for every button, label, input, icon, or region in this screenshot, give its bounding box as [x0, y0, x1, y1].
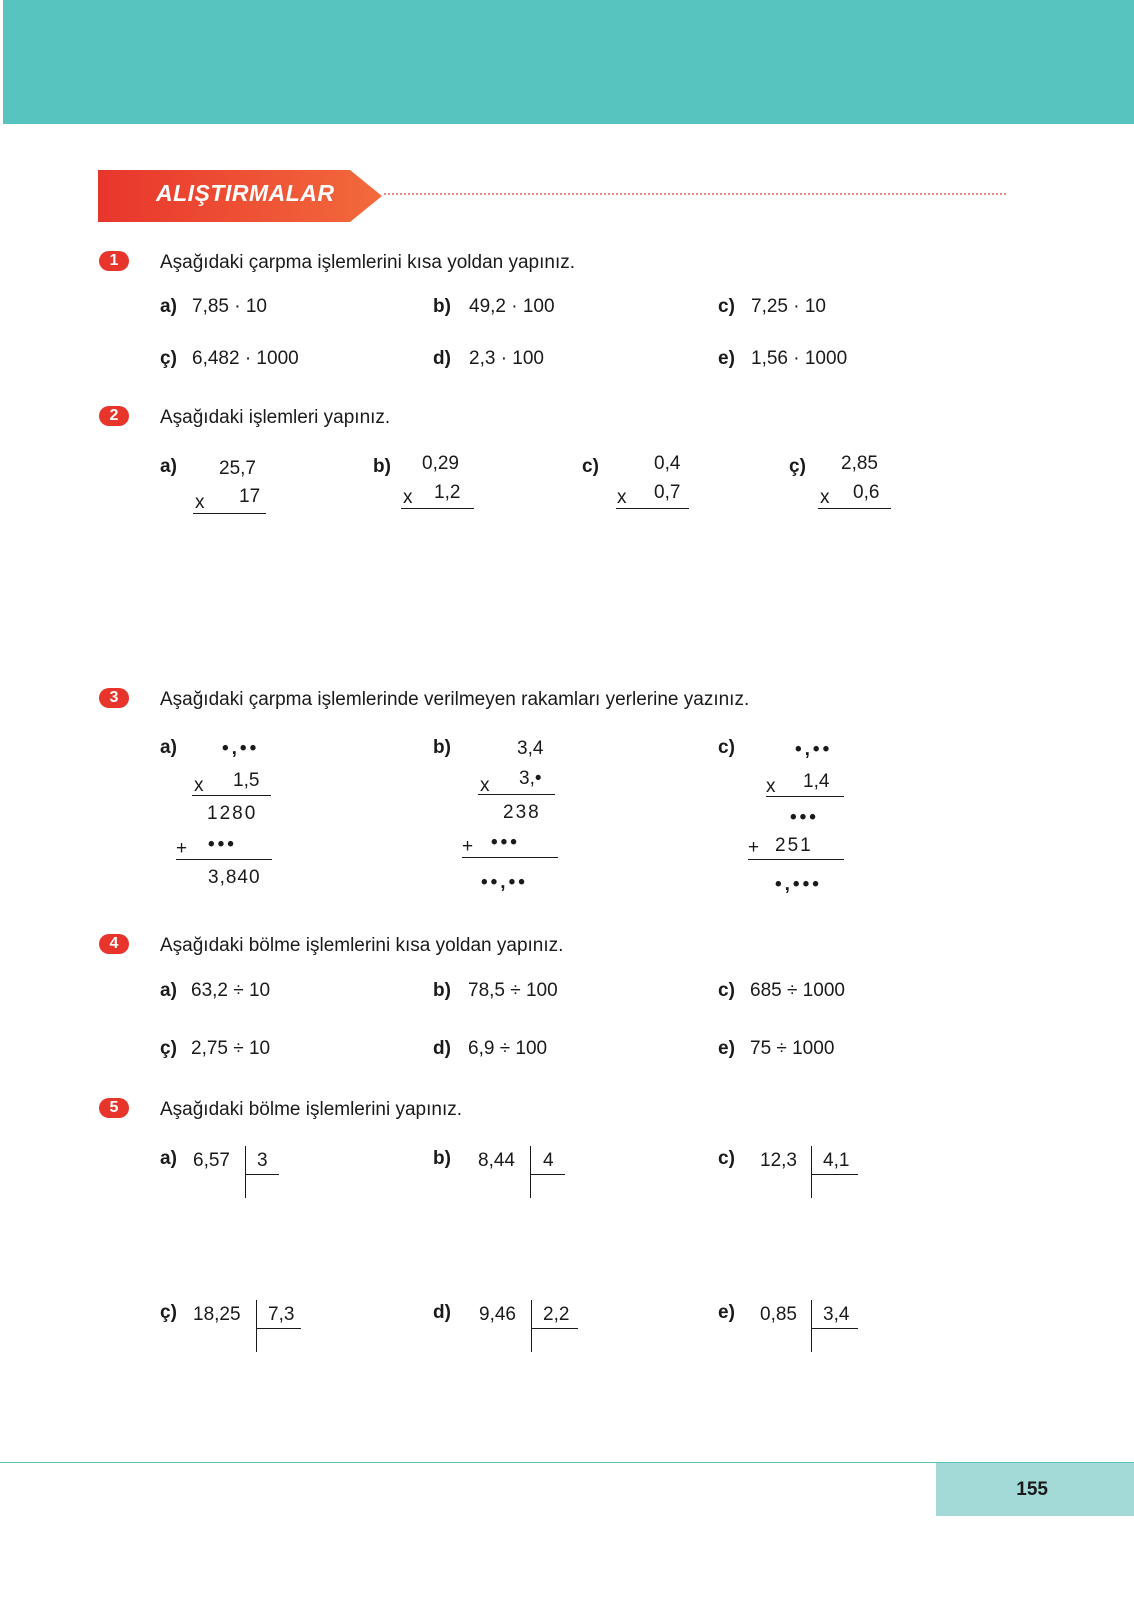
division-line: [531, 1328, 578, 1329]
missing-multiplier: 3,•: [519, 768, 542, 789]
question-number-1: 1: [99, 251, 129, 271]
partial-product: 1280: [207, 803, 258, 824]
division-line: [530, 1174, 565, 1175]
divisor: 2,2: [543, 1304, 570, 1325]
item-expression: 6,482 · 1000: [192, 348, 299, 369]
item-label: e): [718, 348, 735, 369]
item-label: a): [160, 980, 177, 1001]
division-line: [811, 1328, 858, 1329]
missing-partial-product: •••: [491, 832, 520, 853]
division-bar: [530, 1146, 531, 1198]
missing-partial-product: •••: [790, 807, 819, 828]
divisor: 4: [543, 1150, 554, 1171]
item-label: d): [433, 1302, 451, 1323]
times-sign: x: [194, 775, 204, 796]
item-expression: 7,25 · 10: [751, 296, 826, 317]
dividend: 18,25: [193, 1304, 241, 1325]
page-number: 155: [1016, 1479, 1048, 1500]
item-label: b): [433, 1148, 451, 1169]
question-4-text: Aşağıdaki bölme işlemlerini kısa yoldan yapınız.: [160, 935, 564, 956]
multiplicand: 0,29: [422, 453, 459, 474]
item-label: c): [718, 1148, 735, 1169]
times-sign: x: [403, 487, 413, 508]
item-expression: 78,5 ÷ 100: [468, 980, 558, 1001]
item-label: a): [160, 296, 177, 317]
dividend: 8,44: [478, 1150, 515, 1171]
operation-line: [478, 794, 555, 795]
operation-line: [193, 513, 266, 514]
item-label: ç): [160, 348, 177, 369]
operation-line: [192, 795, 271, 796]
multiplier: 1,4: [803, 771, 830, 792]
item-expression: 63,2 ÷ 10: [191, 980, 271, 1001]
operation-line: [176, 859, 272, 860]
item-label: ç): [160, 1302, 177, 1323]
dividend: 12,3: [760, 1150, 797, 1171]
operation-line: [748, 859, 844, 860]
question-1-text: Aşağıdaki çarpma işlemlerini kısa yoldan yapınız.: [160, 252, 576, 273]
division-bar: [245, 1146, 246, 1198]
item-label: b): [433, 980, 451, 1001]
item-label: ç): [789, 456, 806, 477]
operation-line: [616, 508, 689, 509]
item-expression: 685 ÷ 1000: [750, 980, 845, 1001]
multiplicand: 3,4: [517, 738, 544, 759]
question-2-text: Aşağıdaki işlemleri yapınız.: [160, 407, 391, 428]
multiplier: 1,2: [434, 482, 461, 503]
top-color-band: [3, 0, 1134, 124]
operation-line: [766, 796, 844, 797]
question-number-3: 3: [99, 688, 129, 708]
division-bar: [256, 1300, 257, 1352]
plus-sign: +: [748, 837, 760, 858]
question-number-5: 5: [99, 1098, 129, 1118]
divisor: 4,1: [823, 1150, 850, 1171]
item-label: c): [718, 296, 735, 317]
item-expression: 2,3 · 100: [469, 348, 544, 369]
missing-result: •,•••: [775, 874, 822, 895]
dotted-divider: [384, 193, 1006, 195]
missing-multiplicand: •,••: [222, 738, 260, 759]
missing-multiplicand: •,••: [795, 739, 833, 760]
plus-sign: +: [176, 838, 188, 859]
dividend: 6,57: [193, 1150, 230, 1171]
item-label: d): [433, 1038, 451, 1059]
item-label: b): [433, 737, 451, 758]
item-label: e): [718, 1302, 735, 1323]
multiplier: 0,7: [654, 482, 681, 503]
missing-result: ••,••: [481, 872, 528, 893]
times-sign: x: [195, 492, 205, 513]
item-label: e): [718, 1038, 735, 1059]
item-expression: 2,75 ÷ 10: [191, 1038, 271, 1059]
item-expression: 7,85 · 10: [192, 296, 267, 317]
item-label: d): [433, 348, 451, 369]
item-label: a): [160, 456, 177, 477]
partial-product: 251: [775, 835, 813, 856]
multiplier: 0,6: [853, 482, 880, 503]
item-label: b): [433, 296, 451, 317]
operation-line: [462, 857, 558, 858]
division-bar: [811, 1146, 812, 1198]
multiplier: 17: [239, 486, 261, 507]
question-number-4: 4: [99, 934, 129, 954]
partial-product: 238: [503, 802, 541, 823]
item-label: ç): [160, 1038, 177, 1059]
item-label: a): [160, 737, 177, 758]
times-sign: x: [820, 487, 830, 508]
item-label: b): [373, 456, 391, 477]
item-expression: 49,2 · 100: [469, 296, 555, 317]
division-line: [245, 1174, 279, 1175]
question-number-2: 2: [99, 406, 129, 426]
section-title: ALIŞTIRMALAR: [156, 180, 335, 206]
multiplicand: 0,4: [654, 453, 681, 474]
division-bar: [811, 1300, 812, 1352]
plus-sign: +: [462, 836, 474, 857]
multiplicand: 2,85: [841, 453, 878, 474]
times-sign: x: [480, 775, 490, 796]
divisor: 3: [257, 1150, 268, 1171]
divisor: 3,4: [823, 1304, 850, 1325]
item-label: a): [160, 1148, 177, 1169]
division-bar: [531, 1300, 532, 1352]
item-label: c): [718, 980, 735, 1001]
multiplicand: 25,7: [219, 458, 256, 479]
multiplier: 1,5: [233, 770, 260, 791]
item-expression: 75 ÷ 1000: [750, 1038, 835, 1059]
item-expression: 6,9 ÷ 100: [468, 1038, 548, 1059]
division-line: [256, 1328, 301, 1329]
divisor: 7,3: [268, 1304, 295, 1325]
item-label: c): [718, 737, 735, 758]
times-sign: x: [617, 487, 627, 508]
missing-partial-product: •••: [208, 834, 237, 855]
division-line: [811, 1174, 858, 1175]
operation-line: [818, 508, 891, 509]
result: 3,840: [208, 867, 261, 888]
times-sign: x: [766, 776, 776, 797]
question-5-text: Aşağıdaki bölme işlemlerini yapınız.: [160, 1099, 463, 1120]
item-expression: 1,56 · 1000: [751, 348, 848, 369]
dividend: 9,46: [479, 1304, 516, 1325]
question-3-text: Aşağıdaki çarpma işlemlerinde verilmeyen rakamları yerlerine yazınız.: [160, 689, 750, 710]
operation-line: [401, 508, 474, 509]
dividend: 0,85: [760, 1304, 797, 1325]
item-label: c): [582, 456, 599, 477]
